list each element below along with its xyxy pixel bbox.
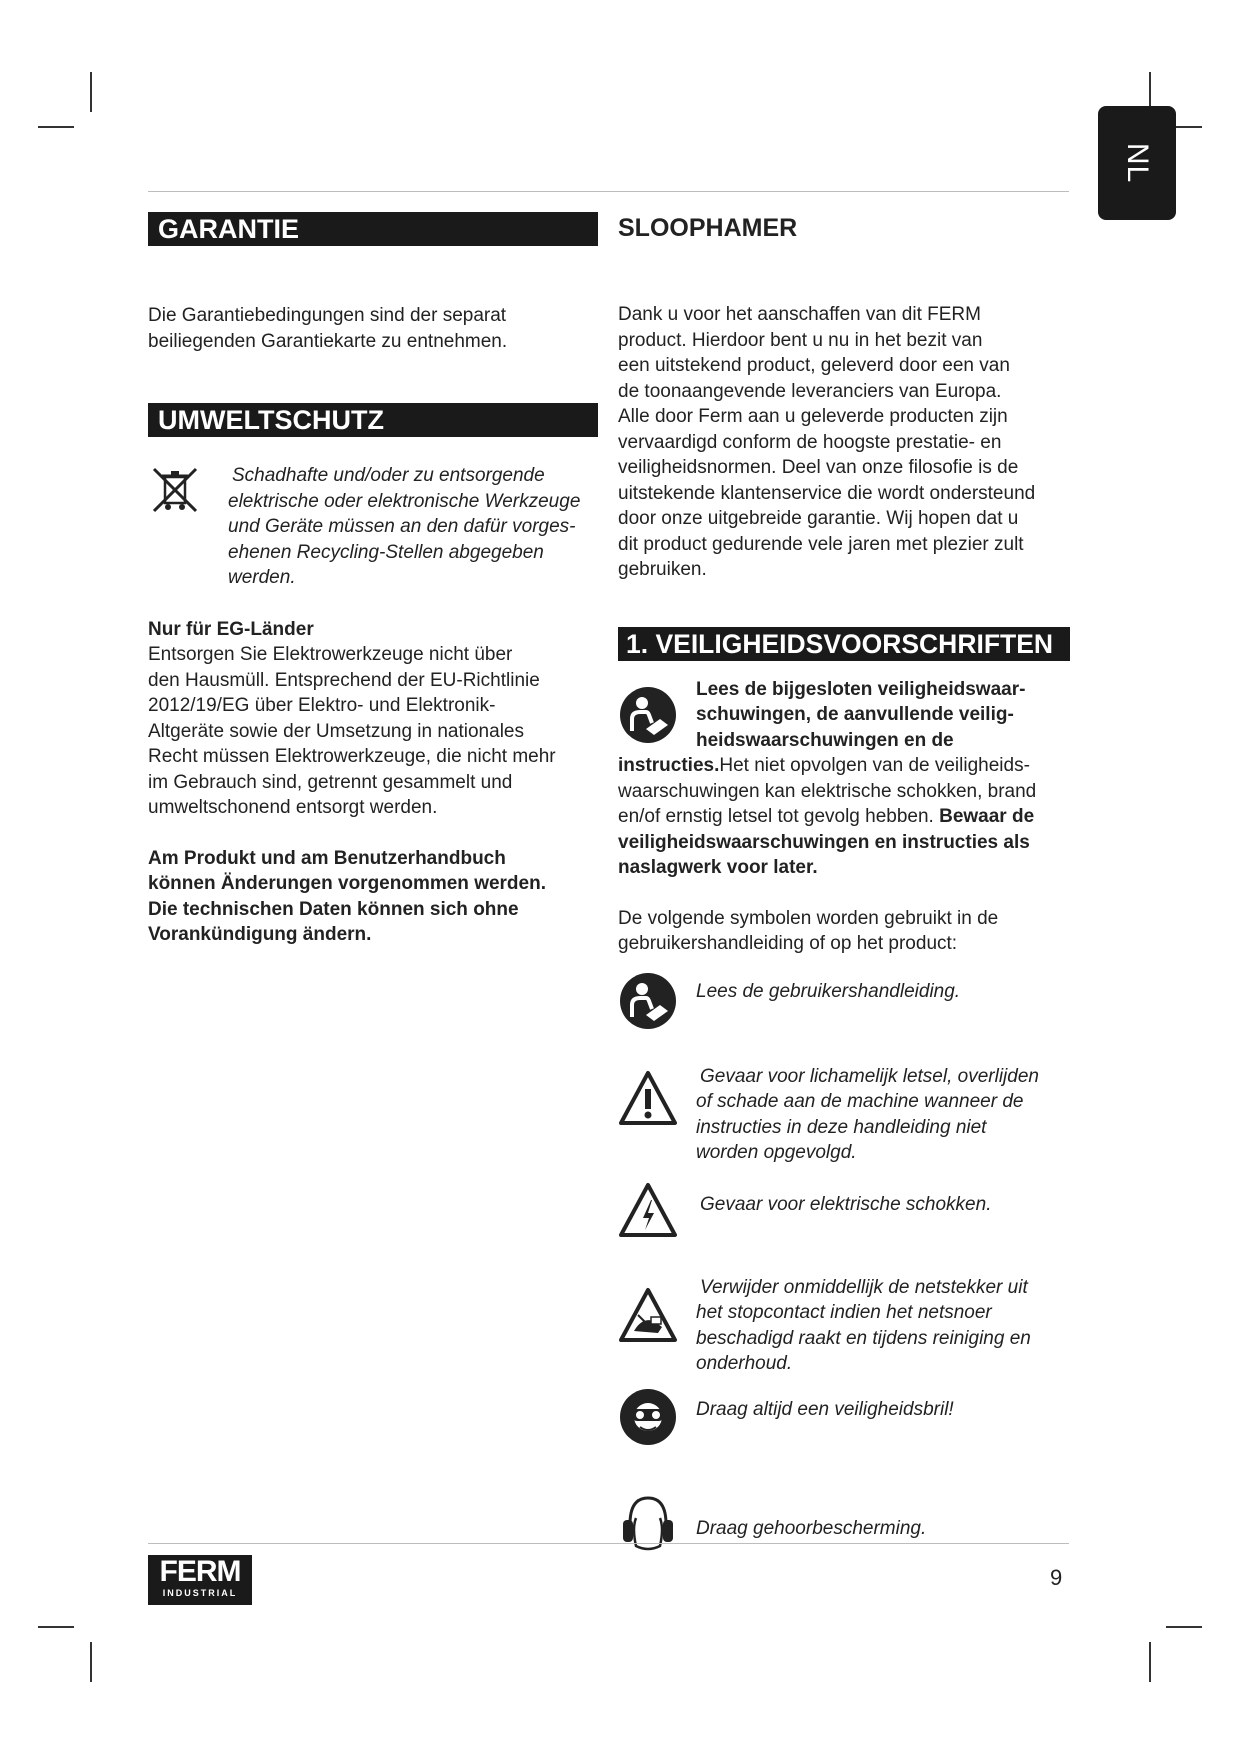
eg-title: Nur für EG-Länder — [148, 618, 314, 640]
right-column — [618, 212, 1070, 1559]
crop-mark — [38, 1626, 74, 1628]
read-manual-icon — [618, 685, 678, 750]
crop-mark — [90, 72, 92, 112]
footer-rule — [148, 1543, 1069, 1544]
crop-mark — [90, 1642, 92, 1682]
umweltschutz-notice: Schadhafte und/oder zu entsorgende elektrische oder elektronische Werkzeuge und Geräte müssen an den dafür vorges- ehenen Recycling-Stellen abgegeben werden. — [148, 463, 598, 591]
change-notice: Am Produkt und am Benutzerhandbuch können Änderungen vorgenommen werden. Die technischen Daten können sich ohne Vorankündigung ändern. — [148, 847, 546, 945]
symbol-item: Draag gehoorbescherming. — [618, 1492, 1070, 1559]
sloophamer-text: Dank u voor het aanschaffen van dit FERM product. Hierdoor bent u nu in het bezit van een uitstekend product, geleverd door een van de toonaangevende leveranciers van Europa. Alle door Ferm aan u geleverde producten zijn vervaardigd conform de hoogste prestatie- en veiligheidsnormen. Deel van onze filosofie is de uitstekende klantenservice die wordt ondersteund door onze uitgebreide garantie. Wij hopen dat u dit product gedurende vele jaren met plezier zult gebruiken. — [618, 304, 1036, 580]
symbol-item: Draag altijd een veiligheidsbril! — [618, 1387, 1070, 1452]
symbol-item: Lees de gebruikershandleiding. — [618, 971, 1070, 1036]
crop-mark — [1149, 1642, 1151, 1682]
page-number: 9 — [1050, 1565, 1063, 1590]
crop-mark — [1166, 1626, 1202, 1628]
veiligheid-intro: Lees de bijgesloten veiligheidswaar- schuwingen, de aanvullende veilig- heidswaarschuwingen en de instructies.Het niet opvolgen van de veiligheids- waarschuwingen kan elektrische schokken, brand en/of ernstig letsel tot gevolg hebben. Bewaar de veiligheidswaarschuwingen en instructies als naslagwerk voor later. — [618, 678, 1037, 878]
language-tab-label: NL — [1120, 142, 1154, 184]
section-heading-sloophamer: SLOOPHAMER — [618, 214, 798, 242]
symbol-item: Gevaar voor elektrische schokken. — [618, 1182, 1070, 1243]
section-heading-garantie: GARANTIE — [148, 212, 598, 246]
warning-triangle-icon — [618, 1064, 696, 1131]
symbol-item: Verwijder onmiddellijk de netstekker uit het stopcontact indien het netsnoer beschadigd raakt en tijdens reiniging en onderhoud. — [618, 1275, 1070, 1377]
ferm-logo — [148, 1555, 252, 1605]
eg-section: Nur für EG-Länder Entsorgen Sie Elektrowerkzeuge nicht über den Hausmüll. Entsprechend der EU-Richtlinie 2012/19/EG über Elektro- und Elektronik- Altgeräte sowie der Umsetzung in nationales Recht müssen Elektrowerkzeuge, die nicht mehr im Gebrauch sind, getrennt gesammelt und umweltschonend entsorgt werden. — [148, 617, 598, 821]
garantie-text: Die Garantiebedingungen sind der separat beiliegenden Garantiekarte zu entnehmen. — [148, 305, 508, 352]
symbols-intro: De volgende symbolen worden gebruikt in de gebruikershandleiding of op het product: — [618, 907, 999, 954]
section-heading-veiligheid: 1. VEILIGHEIDSVOORSCHRIFTEN — [618, 627, 1070, 661]
header-rule — [148, 191, 1069, 192]
logo-sub: INDUSTRIAL — [162, 1588, 238, 1598]
crop-mark — [38, 126, 74, 128]
ear-protection-icon — [618, 1492, 696, 1559]
section-heading-umweltschutz: UMWELTSCHUTZ — [148, 403, 598, 437]
safety-goggles-icon — [618, 1387, 696, 1452]
symbol-item: Gevaar voor lichamelijk letsel, overlijden of schade aan de machine wanneer de instructies in deze handleiding niet worden opgevolgd. — [618, 1064, 1070, 1166]
weee-crossed-bin-icon — [148, 463, 228, 522]
read-manual-icon — [618, 971, 696, 1036]
logo-main: FERM — [159, 1555, 241, 1588]
unplug-icon — [618, 1275, 696, 1348]
electric-shock-icon — [618, 1182, 696, 1243]
language-tab — [1098, 106, 1176, 220]
left-column — [148, 212, 598, 948]
